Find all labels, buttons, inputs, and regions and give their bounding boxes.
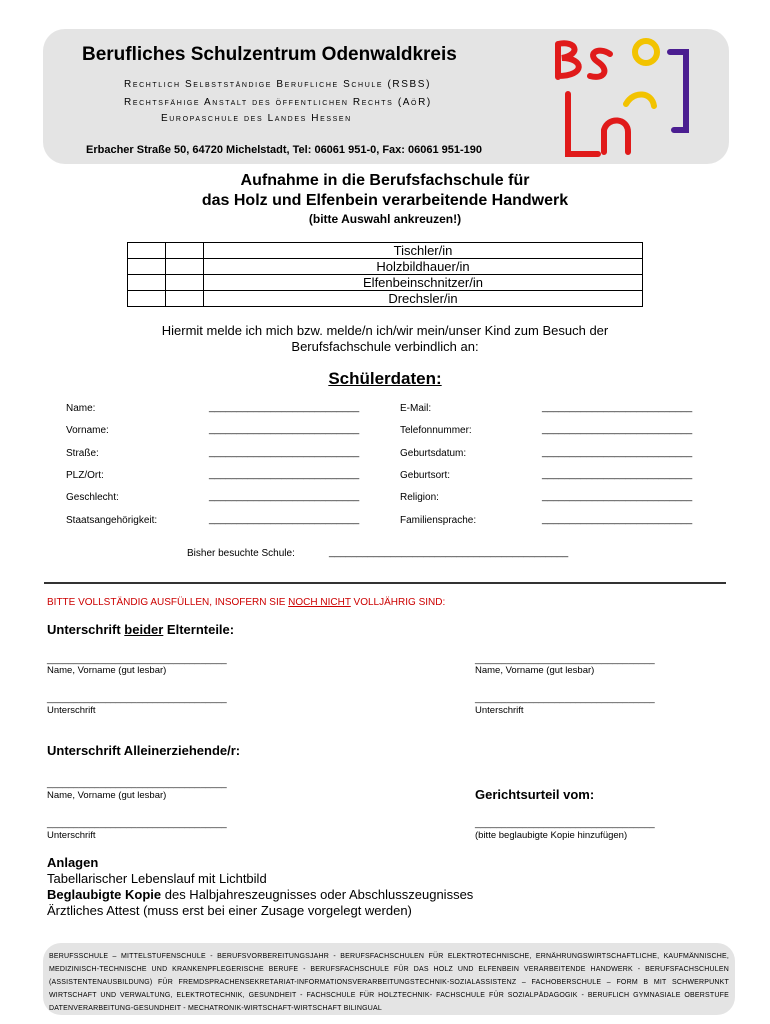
single-parent-heading: Unterschrift Alleinerziehende/r: <box>47 743 241 758</box>
court-ruling-heading: Gerichtsurteil vom: <box>475 787 595 802</box>
option-label: Tischler/in <box>204 243 643 259</box>
minor-warning: BITTE VOLLSTÄNDIG AUSFÜLLEN, INSOFERN SIE NOCH NICHT VOLLJÄHRIG SIND: <box>47 597 446 608</box>
name-field[interactable]: ___________________________ <box>209 402 360 413</box>
parent1-signature-line[interactable]: __________________________________ <box>47 693 227 704</box>
attachment-certificate: Beglaubigte Kopie des Halbjahreszeugnisses oder Abschlusszeugnisses <box>47 887 474 902</box>
option-row <box>128 291 643 307</box>
single-name-label: Name, Vorname (gut lesbar) <box>47 790 167 801</box>
option-label: Holzbildhauer/in <box>204 259 643 275</box>
religion-field[interactable]: ___________________________ <box>542 491 693 502</box>
parent2-signature-label: Unterschrift <box>475 705 524 716</box>
single-signature-label: Unterschrift <box>47 830 96 841</box>
field-label: E-Mail: <box>400 403 432 414</box>
parent1-name-label: Name, Vorname (gut lesbar) <box>47 665 167 676</box>
previous-school-field[interactable]: ___________________________________________ <box>329 547 569 558</box>
option-label: Elfenbeinschnitzer/in <box>204 275 643 291</box>
telefon-field[interactable]: ___________________________ <box>542 424 693 435</box>
option-checkbox-spacer <box>166 291 204 307</box>
attachment-medical: Ärztliches Attest (muss erst bei einer Zusage vorgelegt werden) <box>47 903 412 918</box>
option-checkbox-spacer <box>166 243 204 259</box>
option-checkbox[interactable] <box>128 259 166 275</box>
geburtsdatum-field[interactable]: ___________________________ <box>542 447 693 458</box>
vorname-field[interactable]: ___________________________ <box>209 424 360 435</box>
parents-signature-heading: Unterschrift beider Elternteile: <box>47 622 235 637</box>
strasse-field[interactable]: ___________________________ <box>209 447 360 458</box>
option-checkbox[interactable] <box>128 275 166 291</box>
court-ruling-note: (bitte beglaubigte Kopie hinzufügen) <box>475 830 628 841</box>
parent2-name-line[interactable]: __________________________________ <box>475 654 655 665</box>
field-label: Name: <box>66 403 96 414</box>
single-name-line[interactable]: __________________________________ <box>47 778 227 789</box>
form-title-hint: (bitte Auswahl ankreuzen!) <box>308 212 462 226</box>
parent1-signature-label: Unterschrift <box>47 705 96 716</box>
option-checkbox-spacer <box>166 275 204 291</box>
school-name: Berufliches Schulzentrum Odenwaldkreis <box>82 44 457 65</box>
single-signature-line[interactable]: __________________________________ <box>47 818 227 829</box>
training-options-table <box>127 242 643 307</box>
parent2-signature-line[interactable]: __________________________________ <box>475 693 655 704</box>
option-label: Drechsler/in <box>204 291 643 307</box>
option-row <box>128 259 643 275</box>
form-title-line1: Aufnahme in die Berufsfachschule für <box>240 172 530 189</box>
previous-school-label: Bisher besuchte Schule: <box>187 548 295 559</box>
geburtsort-field[interactable]: ___________________________ <box>542 469 693 480</box>
intro-line2: Berufsfachschule verbindlich an: <box>291 339 479 354</box>
geschlecht-field[interactable]: ___________________________ <box>209 491 360 502</box>
option-row <box>128 275 643 291</box>
parent1-name-line[interactable]: __________________________________ <box>47 654 227 665</box>
field-label: Staatsangehörigkeit: <box>66 515 158 526</box>
familiensprache-field[interactable]: ___________________________ <box>542 514 693 525</box>
field-label: Vorname: <box>66 425 109 436</box>
legal-form-line: Rechtsfähige Anstalt des öffentlichen Rechts (AöR) <box>124 97 432 108</box>
field-label: Geburtsort: <box>400 470 451 481</box>
option-row <box>128 243 643 259</box>
field-label: PLZ/Ort: <box>66 470 104 481</box>
plz-ort-field[interactable]: ___________________________ <box>209 469 360 480</box>
attachments-heading: Anlagen <box>47 855 99 870</box>
europaschule-line: Europaschule des Landes Hessen <box>161 113 352 124</box>
option-checkbox[interactable] <box>128 291 166 307</box>
option-checkbox-spacer <box>166 259 204 275</box>
school-logo <box>548 32 698 162</box>
field-label: Geburtsdatum: <box>400 448 467 459</box>
court-ruling-line[interactable]: __________________________________ <box>475 818 655 829</box>
footer-school-types: BERUFSSCHULE – MITTELSTUFENSCHULE - BERUFSVORBEREITUNGSJAHR - BERUFSFACHSCHULEN FÜR ELEKTROTECHNISCHE, ERNÄHRUNGSWIRTSCHAFTLICHE, KAUFMÄNNISCHE, MEDIZINISCH-TECHNISCHE UND KRANKENPFLEGERISCHE BERUFE - BERUFSFACHSCHULE FÜR DAS HOLZ UND ELFENBEIN VERARBEITENDE HANDWERK - BERUFSFACHSCHULEN (ASSISTENTENAUSBILDUNG) FÜR FREMDSPRACHENSEKRETARIAT-INFORMATIONSVERARBEITUNGSTECHNIK-SOZIALASSISTENZ – FACHOBERSCHULE – FORM B MIT SCHWERPUNKT WIRTSCHAFT UND VERWALTUNG, ELEKTROTECHNIK, GESUNDHEIT - FACHSCHULE FÜR HOLZTECHNIK- FACHSCHULE FÜR SOZIALPÄDAGOGIK - BERUFLICH GYMNASIALE OBERSTUFE DATENVERARBEITUNG-GESUNDHEIT - MECHATRONIK-WIRTSCHAFT-WIRTSCHAFT BILINGUAL <box>49 953 729 1012</box>
school-address: Erbacher Straße 50, 64720 Michelstadt, Tel: 06061 951-0, Fax: 06061 951-190 <box>86 144 483 156</box>
section-divider <box>44 582 726 584</box>
student-data-heading: Schülerdaten: <box>328 369 442 388</box>
option-checkbox[interactable] <box>128 243 166 259</box>
legal-status-line: Rechtlich Selbstständige Berufliche Schule (RSBS) <box>124 79 431 90</box>
form-title-line2: das Holz und Elfenbein verarbeitende Handwerk <box>201 192 569 209</box>
field-label: Geschlecht: <box>66 492 119 503</box>
parent2-name-label: Name, Vorname (gut lesbar) <box>475 665 595 676</box>
field-label: Straße: <box>66 448 99 459</box>
attachment-cv: Tabellarischer Lebenslauf mit Lichtbild <box>47 871 267 886</box>
field-label: Familiensprache: <box>400 515 477 526</box>
field-label: Religion: <box>400 492 439 503</box>
email-field[interactable]: ___________________________ <box>542 402 693 413</box>
field-label: Telefonnummer: <box>400 425 472 436</box>
staatsangehoerigkeit-field[interactable]: ___________________________ <box>209 514 360 525</box>
intro-line1: Hiermit melde ich mich bzw. melde/n ich/wir mein/unser Kind zum Besuch der <box>161 323 609 338</box>
